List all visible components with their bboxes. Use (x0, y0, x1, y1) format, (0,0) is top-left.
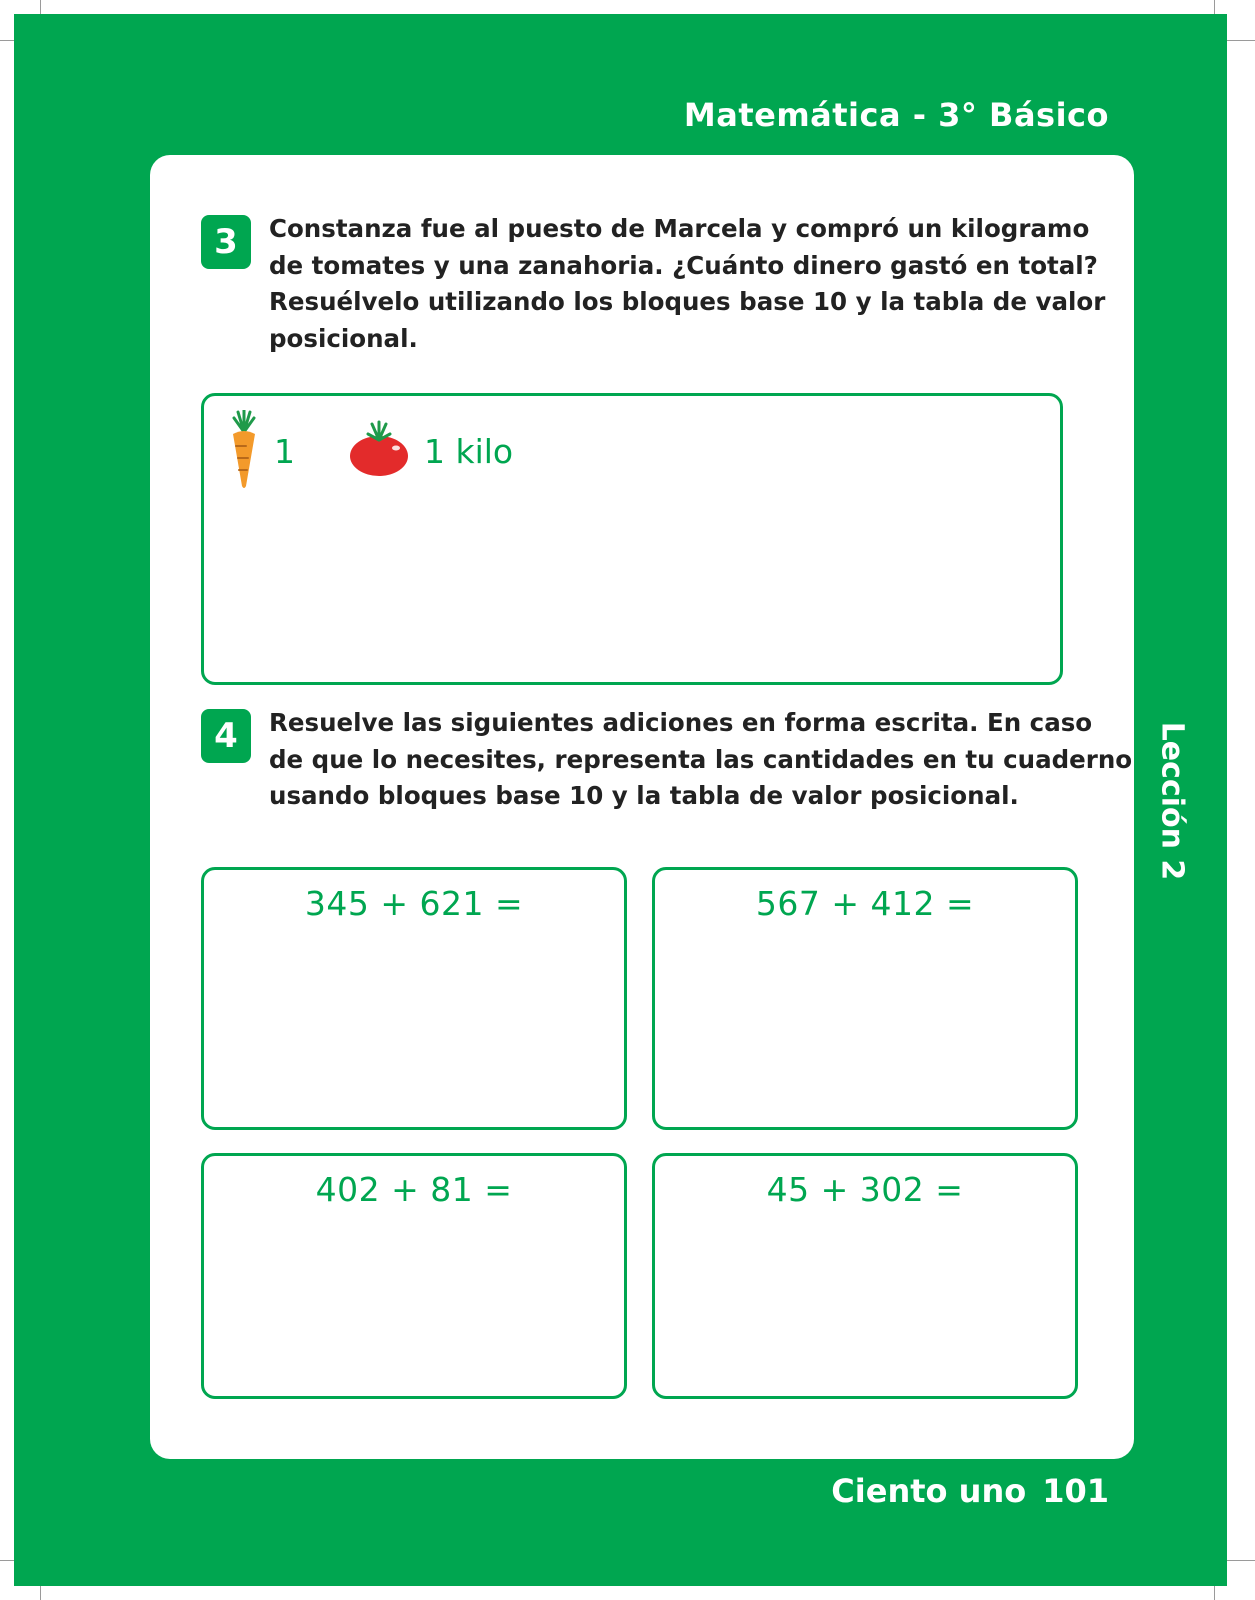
exercise-3-instruction (269, 211, 1105, 357)
page-number: 101 (1042, 1472, 1109, 1510)
carrot-icon (226, 410, 262, 490)
exercise-number-badge: 3 (201, 215, 251, 269)
instruction-line: Resuélvelo utilizando los bloques base 10 y la tabla de valor (269, 287, 1106, 316)
addition-expression: 567 + 412 = (755, 884, 975, 923)
tomato-quantity: 1 kilo (424, 432, 514, 471)
lesson-side-tab (1154, 721, 1190, 881)
addition-expression: 45 + 302 = (766, 1170, 964, 1209)
page-header-title: Matemática - 3° Básico (683, 96, 1109, 134)
page-footer (831, 1472, 1109, 1510)
tomato-icon (348, 418, 410, 478)
instruction-line: Constanza fue al puesto de Marcela y compró un kilogramo (269, 214, 1090, 243)
trim-mark (1225, 1560, 1255, 1561)
carrot-quantity: 1 (274, 432, 295, 471)
addition-expression: 402 + 81 = (315, 1170, 513, 1209)
page-number-words: Ciento uno (831, 1472, 1027, 1510)
exercise-4-instruction (269, 705, 1132, 815)
lesson-label: Lección 2 (1154, 721, 1190, 881)
instruction-line: de tomates y una zanahoria. ¿Cuánto dinero gastó en total? (269, 250, 1098, 280)
instruction-line: usando bloques base 10 y la tabla de valor posicional. (269, 781, 1019, 810)
worksheet-card (150, 155, 1134, 1459)
trim-mark (1225, 40, 1255, 41)
addition-box[interactable] (652, 867, 1078, 1130)
exercise-number-badge: 4 (201, 709, 251, 763)
addition-box[interactable] (201, 1153, 627, 1399)
instruction-line: Resuelve las siguientes adiciones en forma escrita. En caso (269, 708, 1093, 737)
addition-box[interactable] (201, 867, 627, 1130)
instruction-line: de que lo necesites, representa las cantidades en tu cuaderno (269, 744, 1133, 774)
addition-expression: 345 + 621 = (304, 884, 524, 923)
addition-box[interactable] (652, 1153, 1078, 1399)
instruction-line: posicional. (269, 323, 418, 353)
exercise-3-answer-box[interactable] (201, 393, 1063, 685)
